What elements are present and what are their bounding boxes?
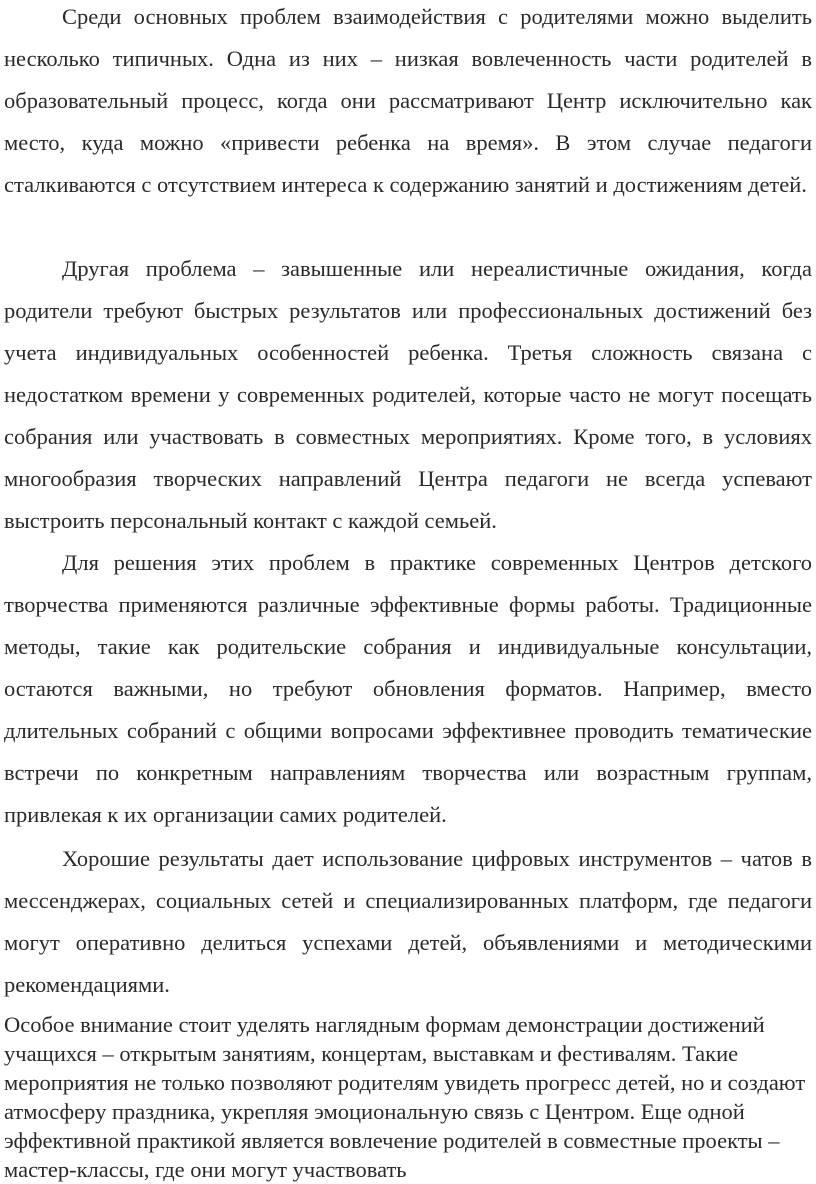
paragraph-solutions: Для решения этих проблем в практике современных Центров детского творчества применяются различные эффективные формы работы. Традиционные методы, такие как родительские собрания и индивидуальные консультации, остаются важными, но требуют обновления форматов. Например, вместо длительных собраний с общими вопросами эффективнее проводить тематические встречи по конкретным направлениям творчества или возрастным группам, привлекая к их организации самих родителей. [4,550,812,827]
paragraph-digital-tools: Хорошие результаты дает использование цифровых инструментов – чатов в мессенджерах, социальных сетей и специализированных платформ, где педагоги могут оперативно делиться успехами детей, объявлениями и методическими рекомендациями. [4,846,812,997]
paragraph-problems-intro: Среди основных проблем взаимодействия с родителями можно выделить несколько типичных. Одна из них – низкая вовлеченность части родителей в образовательный процесс, когда они рассматривают Центр исключительно как место, куда можно «привести ребенка на время». В этом случае педагоги сталкиваются с отсутствием интереса к содержанию занятий и достижениям детей. [4,4,812,197]
paragraph-visual-forms: Особое внимание стоит уделять наглядным формам демонстрации достижений учащихся – открытым занятиям, концертам, выставкам и фестивалям. Такие мероприятия не только позволяют родителям увидеть прогресс детей, но и создают атмосферу праздника, укрепляя эмоциональную связь с Центром. Еще одной эффективной практикой является вовлечение родителей в совместные проекты – мастер-классы, где они могут участвовать [4,1012,806,1182]
paragraph-expectations: Другая проблема – завышенные или нереалистичные ожидания, когда родители требуют быстрых результатов или профессиональных достижений без учета индивидуальных особенностей ребенка. Третья сложность связана с недостатком времени у современных родителей, которые часто не могут посещать собрания или участвовать в совместных мероприятиях. Кроме того, в условиях многообразия творческих направлений Центра педагоги не всегда успевают выстроить персональный контакт с каждой семьей. [4,256,812,533]
